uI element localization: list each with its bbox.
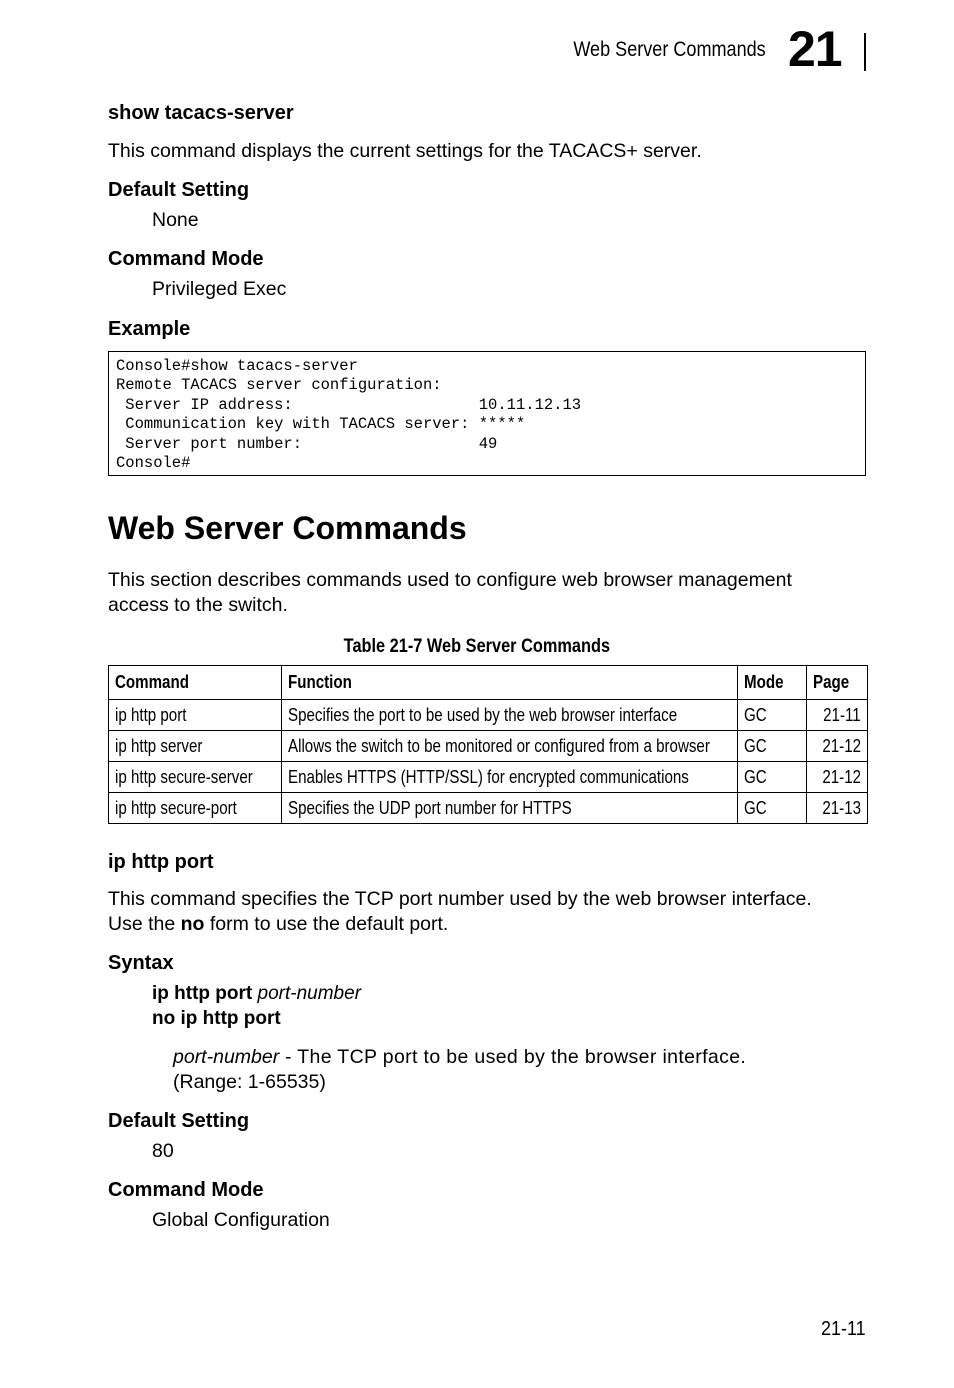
syntax-param: port-number bbox=[257, 983, 362, 1004]
header-command: Command bbox=[109, 666, 282, 700]
tacacs-default-value: None bbox=[152, 209, 199, 231]
cell-mode: GC bbox=[738, 762, 807, 793]
param-name: port-number bbox=[173, 1046, 280, 1068]
web-intro-line1: This section describes commands used to configure web browser management bbox=[108, 569, 792, 591]
iphttpport-desc-line1: This command specifies the TCP port number used by the web browser interface. bbox=[108, 888, 812, 910]
cell-command: ip http port bbox=[109, 700, 282, 731]
cell-command: ip http server bbox=[109, 731, 282, 762]
cell-page: 21-12 bbox=[807, 731, 868, 762]
cell-function: Specifies the UDP port number for HTTPS bbox=[282, 793, 738, 824]
page-number: 21-11 bbox=[821, 1318, 866, 1340]
cell-mode: GC bbox=[738, 700, 807, 731]
tacacs-description: This command displays the current settings for the TACACS+ server. bbox=[108, 140, 702, 162]
iphttpport-desc-line2: Use the no form to use the default port. bbox=[108, 913, 449, 935]
example-code-box bbox=[108, 351, 866, 476]
tacacs-example-heading: Example bbox=[108, 318, 191, 340]
section-title-show-tacacs-server: show tacacs-server bbox=[108, 102, 294, 124]
iphttpport-default-value: 80 bbox=[152, 1140, 174, 1162]
header-mode: Mode bbox=[738, 666, 807, 700]
cell-function: Specifies the port to be used by the web browser interface bbox=[282, 700, 738, 731]
header-page: Page bbox=[807, 666, 868, 700]
cell-page: 21-12 bbox=[807, 762, 868, 793]
cell-page: 21-13 bbox=[807, 793, 868, 824]
table-caption: Table 21-7 Web Server Commands bbox=[343, 636, 611, 657]
table-row bbox=[109, 793, 868, 824]
tacacs-mode-heading: Command Mode bbox=[108, 248, 264, 270]
tacacs-mode-value: Privileged Exec bbox=[152, 278, 287, 300]
cell-function: Enables HTTPS (HTTP/SSL) for encrypted communications bbox=[282, 762, 738, 793]
iphttpport-mode-value: Global Configuration bbox=[152, 1209, 330, 1231]
cell-command: ip http secure-port bbox=[109, 793, 282, 824]
iphttpport-default-heading: Default Setting bbox=[108, 1110, 250, 1132]
table-row bbox=[109, 700, 868, 731]
chapter-rule bbox=[864, 33, 866, 71]
running-header-title: Web Server Commands bbox=[573, 38, 766, 61]
chapter-number: 21 bbox=[788, 21, 842, 77]
cell-mode: GC bbox=[738, 731, 807, 762]
table-row bbox=[109, 731, 868, 762]
cell-command: ip http secure-server bbox=[109, 762, 282, 793]
syntax-line-2: no ip http port bbox=[152, 1008, 281, 1029]
syntax-heading: Syntax bbox=[108, 952, 174, 974]
table-row bbox=[109, 762, 868, 793]
param-description: port-number - The TCP port to be used by the browser interface. bbox=[173, 1046, 747, 1068]
cell-function: Allows the switch to be monitored or configured from a browser bbox=[282, 731, 738, 762]
cell-page: 21-11 bbox=[807, 700, 868, 731]
section-title-ip-http-port: ip http port bbox=[108, 851, 214, 873]
syntax-line-1: ip http port port-number bbox=[152, 983, 362, 1004]
example-code: Console#show tacacs-server Remote TACACS server configuration: Server IP address: 10.11.12.13 Communication key with TACACS server: ***** Server port number: 49 Console# bbox=[116, 357, 582, 473]
iphttpport-mode-heading: Command Mode bbox=[108, 1179, 264, 1201]
cell-mode: GC bbox=[738, 793, 807, 824]
web-server-commands-table bbox=[108, 665, 868, 824]
param-range: (Range: 1-65535) bbox=[173, 1071, 326, 1093]
tacacs-default-heading: Default Setting bbox=[108, 179, 250, 201]
header-function: Function bbox=[282, 666, 738, 700]
no-keyword: no bbox=[180, 913, 205, 935]
table-header-row bbox=[109, 666, 868, 700]
web-intro-line2: access to the switch. bbox=[108, 594, 288, 616]
section-title-web-server-commands: Web Server Commands bbox=[108, 510, 467, 546]
